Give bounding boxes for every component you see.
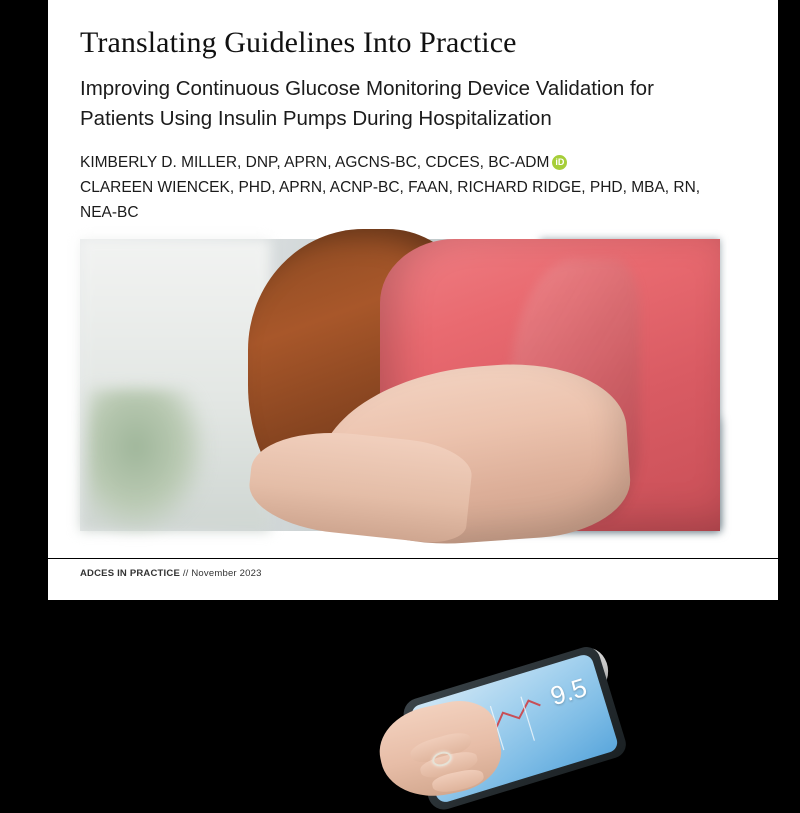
- footer-separator: //: [182, 568, 189, 579]
- page-title: Translating Guidelines Into Practice: [80, 26, 517, 59]
- document-page: [48, 0, 778, 712]
- author-line-1: KIMBERLY D. MILLER, DNP, APRN, AGCNS-BC, CDCES, BC-ADM: [80, 154, 550, 171]
- article-subtitle: Improving Continuous Glucose Monitoring Device Validation for Patients Using Insulin Pumps During Hospitalization: [80, 77, 654, 130]
- page-footer: [80, 568, 262, 579]
- author-list: [80, 150, 735, 225]
- figure-background-plant: [88, 389, 208, 534]
- author-line-2: CLAREEN WIENCEK, PHD, APRN, ACNP-BC, FAAN, RICHARD RIDGE, PHD, MBA, RN, NEA-BC: [80, 179, 701, 221]
- orcid-icon[interactable]: [552, 155, 567, 170]
- footer-issue: November 2023: [191, 568, 262, 579]
- phone-glucose-reading: 9.5: [546, 671, 591, 712]
- footer-divider: [48, 558, 778, 559]
- footer-journal: ADCES IN PRACTICE: [80, 568, 180, 579]
